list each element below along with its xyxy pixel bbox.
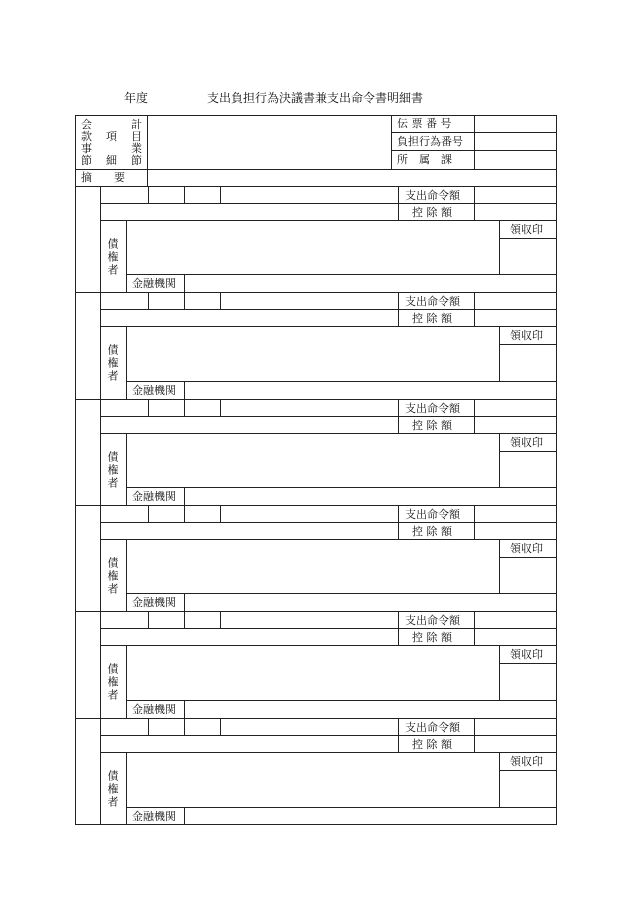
header-kou: 項 (106, 130, 117, 143)
bank-label: 金融機関 (132, 490, 176, 503)
bank-label: 金融機関 (132, 703, 176, 716)
deduction-label: 控 除 額 (412, 312, 452, 325)
payment-order-label: 支出命令額 (405, 614, 460, 627)
creditor-label: 債権者 (106, 557, 119, 596)
payment-order-label: 支出命令額 (405, 295, 460, 308)
payment-order-label: 支出命令額 (405, 508, 460, 521)
receipt-stamp-label: 領収印 (510, 648, 543, 661)
creditor-label: 債権者 (106, 238, 119, 277)
header-kai: 会 (81, 118, 92, 131)
slip-number-label: 伝 票 番 号 (397, 117, 452, 130)
summary-label: 摘 要 (81, 171, 125, 184)
bank-label: 金融機関 (132, 384, 176, 397)
header-kei: 計 (131, 118, 142, 131)
receipt-stamp-label: 領収印 (510, 755, 543, 768)
deduction-label: 控 除 額 (412, 419, 452, 432)
bank-label: 金融機関 (132, 596, 176, 609)
department-label: 所 属 課 (397, 153, 452, 166)
header-sai: 細 (106, 154, 117, 167)
header-kan: 款 (81, 130, 92, 143)
deduction-label: 控 除 額 (412, 206, 452, 219)
form-title: 支出負担行為決議書兼支出命令書明細書 (207, 91, 424, 105)
creditor-label: 債権者 (106, 344, 119, 383)
deduction-label: 控 除 額 (412, 631, 452, 644)
receipt-stamp-label: 領収印 (510, 542, 543, 555)
creditor-label: 債権者 (106, 770, 119, 809)
receipt-stamp-label: 領収印 (510, 329, 543, 342)
header-ji: 事 (81, 142, 92, 155)
payment-order-label: 支出命令額 (405, 189, 460, 202)
deduction-label: 控 除 額 (412, 525, 452, 538)
header-moku: 目 (131, 130, 142, 143)
payment-order-label: 支出命令額 (405, 402, 460, 415)
header-setsu: 節 (81, 154, 92, 167)
bank-label: 金融機関 (132, 810, 176, 823)
payment-order-label: 支出命令額 (405, 721, 460, 734)
fiscal-year-label: 年度 (124, 91, 149, 105)
bank-label: 金融機関 (132, 277, 176, 290)
receipt-stamp-label: 領収印 (510, 436, 543, 449)
deduction-label: 控 除 額 (412, 738, 452, 751)
burden-act-number-label: 負担行為番号 (397, 135, 463, 148)
header-gyou: 業 (131, 142, 142, 155)
header-setsu2: 節 (131, 154, 142, 167)
creditor-label: 債権者 (106, 451, 119, 490)
creditor-label: 債権者 (106, 663, 119, 702)
receipt-stamp-label: 領収印 (510, 223, 543, 236)
